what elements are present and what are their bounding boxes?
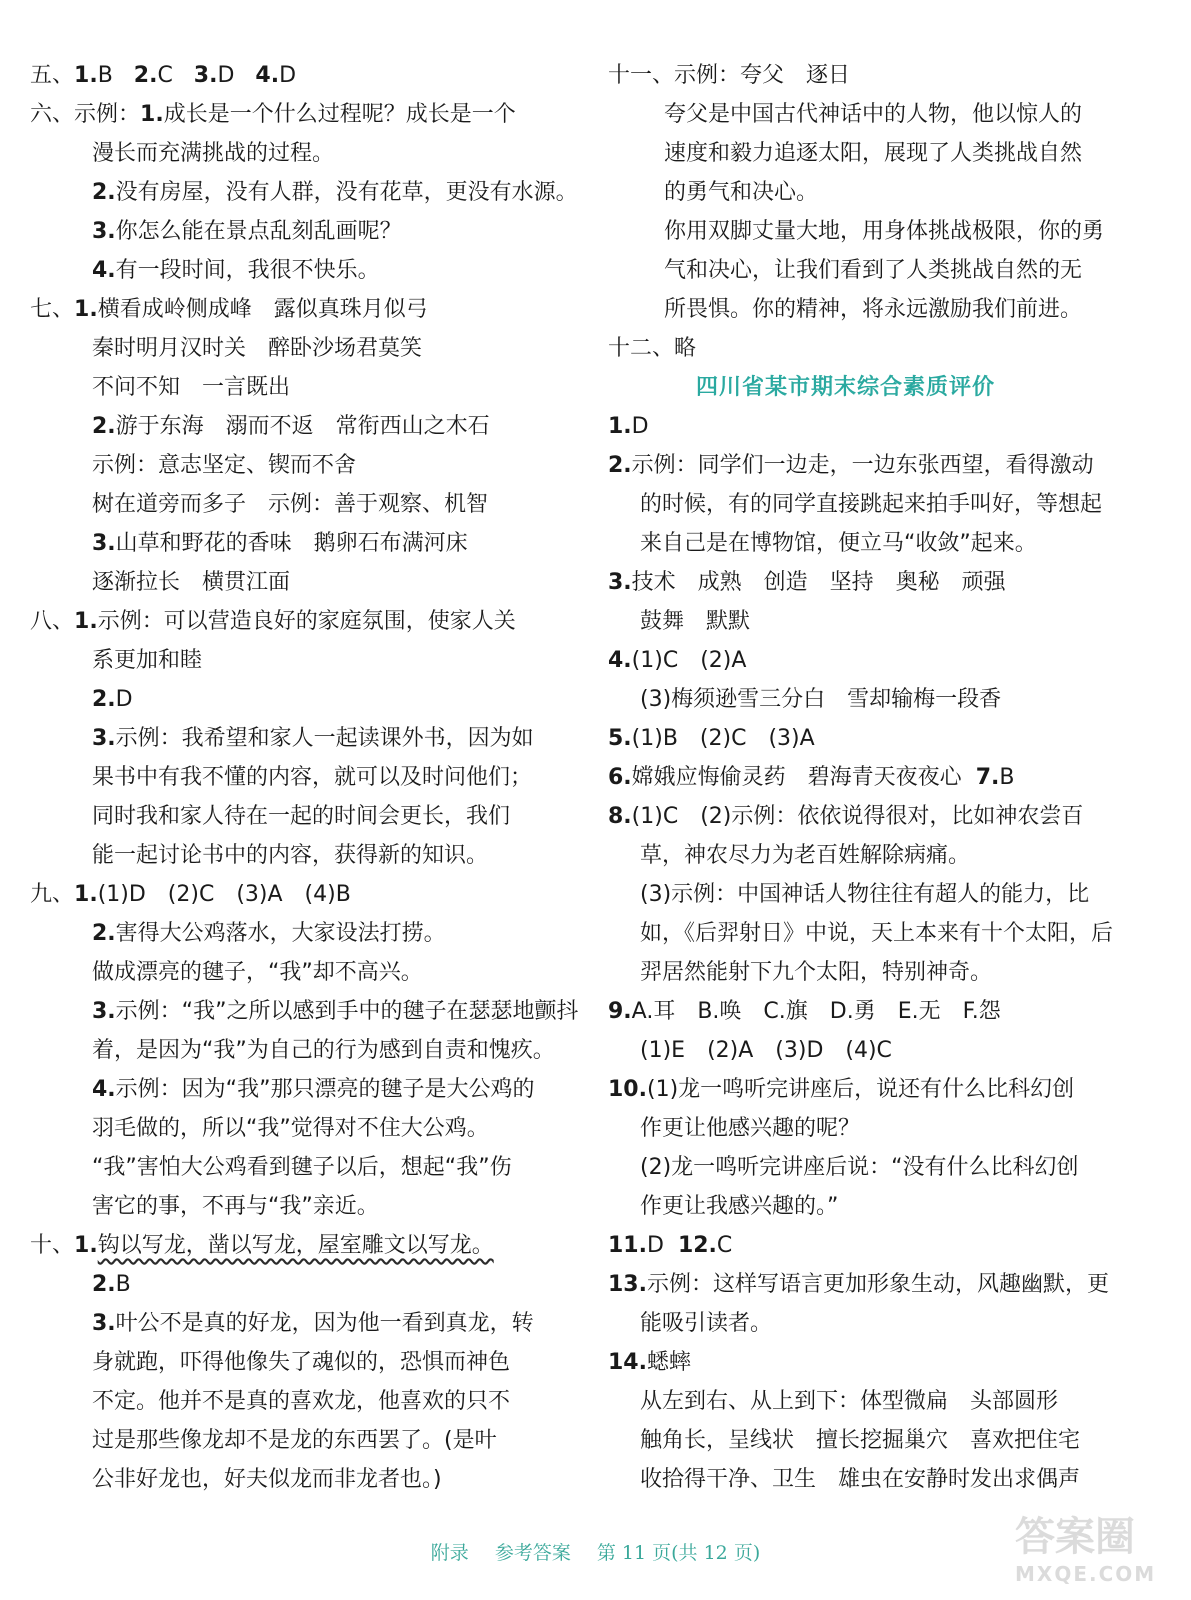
line: 9.A.耳 B.唤 C.旗 D.勇 E.无 F.怨 bbox=[608, 999, 1001, 1024]
watermark-url: MXQE.COM bbox=[1015, 1562, 1157, 1586]
watermark bbox=[1015, 1505, 1175, 1595]
line: 触角长，呈线状 擅长挖掘巢穴 喜欢把住宅 bbox=[640, 1428, 1081, 1453]
line: 作更让他感兴趣的呢？ bbox=[640, 1116, 861, 1141]
line: 夸父是中国古代神话中的人物，他以惊人的 bbox=[664, 102, 1083, 127]
section-title: 四川省某市期末综合素质评价 bbox=[696, 375, 996, 400]
line: 羽毛做的，所以“我”觉得对不住大公鸡。 bbox=[92, 1116, 489, 1141]
line: 五、1.B 2.C 3.D 4.D bbox=[30, 63, 297, 88]
line: 收拾得干净、卫生 雄虫在安静时发出求偶声 bbox=[640, 1467, 1081, 1492]
line: 3.山草和野花的香味 鹅卵石布满河床 bbox=[92, 531, 468, 556]
line: 从左到右、从上到下：体型微扁 头部圆形 bbox=[640, 1389, 1059, 1414]
line: 6.嫦娥应悔偷灵药 碧海青天夜夜心 7.B bbox=[608, 765, 1015, 790]
right-column bbox=[608, 56, 1168, 1499]
line: 草，神农尽力为老百姓解除病痛。 bbox=[640, 843, 971, 868]
line: 漫长而充满挑战的过程。 bbox=[92, 141, 335, 166]
line: 着，是因为“我”为自己的行为感到自责和愧疚。 bbox=[92, 1038, 555, 1063]
line: 2.D bbox=[92, 687, 133, 712]
page-footer bbox=[0, 1538, 1191, 1565]
line: 十、1.钩以写龙，凿以写龙，屋室雕文以写龙。 bbox=[30, 1233, 494, 1258]
line: 示例：意志坚定、锲而不舍 bbox=[92, 453, 357, 478]
line: (2)龙一鸣听完讲座后说：“没有什么比科幻创 bbox=[640, 1155, 1079, 1180]
line: 1.D bbox=[608, 414, 649, 439]
line: 3.示例：我希望和家人一起读课外书，因为如 bbox=[92, 726, 534, 751]
line: 公非好龙也，好夫似龙而非龙者也。) bbox=[92, 1467, 442, 1492]
line: 所畏惧。你的精神，将永远激励我们前进。 bbox=[664, 297, 1083, 322]
line: 系更加和睦 bbox=[92, 648, 203, 673]
line: 不问不知 一言既出 bbox=[92, 375, 291, 400]
watermark-logo: 答案圈 bbox=[1015, 1513, 1135, 1560]
line: 害它的事，不再与“我”亲近。 bbox=[92, 1194, 379, 1219]
line: 能一起讨论书中的内容，获得新的知识。 bbox=[92, 843, 489, 868]
line: 2.示例：同学们一边走，一边东张西望，看得激动 bbox=[608, 453, 1094, 478]
line: 秦时明月汉时关 醉卧沙场君莫笑 bbox=[92, 336, 423, 361]
line: 十二、略 bbox=[608, 336, 697, 361]
line: 3.你怎么能在景点乱刻乱画呢？ bbox=[92, 219, 402, 244]
line: 4.示例：因为“我”那只漂亮的毽子是大公鸡的 bbox=[92, 1077, 535, 1102]
line: “我”害怕大公鸡看到毽子以后，想起“我”伤 bbox=[92, 1155, 512, 1180]
line: 能吸引读者。 bbox=[640, 1311, 773, 1336]
line: (3)梅须逊雪三分白 雪却输梅一段香 bbox=[640, 687, 1002, 712]
line: 3.技术 成熟 创造 坚持 奥秘 顽强 bbox=[608, 570, 1006, 595]
line: 同时我和家人待在一起的时间会更长，我们 bbox=[92, 804, 511, 829]
line: 8.(1)C (2)示例：依依说得很对，比如神农尝百 bbox=[608, 804, 1084, 829]
line: 11.D 12.C bbox=[608, 1233, 733, 1258]
line: 果书中有我不懂的内容，就可以及时问他们； bbox=[92, 765, 533, 790]
line: 八、1.示例：可以营造良好的家庭氛围，使家人关 bbox=[30, 609, 516, 634]
line: 不定。他并不是真的喜欢龙，他喜欢的只不 bbox=[92, 1389, 511, 1414]
footer-page-number: 第 11 页(共 12 页) bbox=[596, 1542, 761, 1564]
line: 4.有一段时间，我很不快乐。 bbox=[92, 258, 380, 283]
line: 羿居然能射下九个太阳，特别神奇。 bbox=[640, 960, 993, 985]
line: 速度和毅力追逐太阳，展现了人类挑战自然 bbox=[664, 141, 1083, 166]
line: 做成漂亮的毽子，“我”却不高兴。 bbox=[92, 960, 423, 985]
footer-answer-label: 参考答案 bbox=[494, 1542, 571, 1564]
line: 2.游于东海 溺而不返 常衔西山之木石 bbox=[92, 414, 490, 439]
line: 你用双脚丈量大地，用身体挑战极限，你的勇 bbox=[664, 219, 1105, 244]
line: 2.B bbox=[92, 1272, 131, 1297]
line: 树在道旁而多子 示例：善于观察、机智 bbox=[92, 492, 489, 517]
line: 3.叶公不是真的好龙，因为他一看到真龙，转 bbox=[92, 1311, 534, 1336]
line: 十一、示例：夸父 逐日 bbox=[608, 63, 851, 88]
line: 4.(1)C (2)A bbox=[608, 648, 747, 673]
line: 七、1.横看成岭侧成峰 露似真珠月似弓 bbox=[30, 297, 428, 322]
line: 2.没有房屋，没有人群，没有花草，更没有水源。 bbox=[92, 180, 578, 205]
line: 气和决心，让我们看到了人类挑战自然的无 bbox=[664, 258, 1083, 283]
line: 来自己是在博物馆，便立马“收敛”起来。 bbox=[640, 531, 1037, 556]
line: 2.害得大公鸡落水，大家设法打捞。 bbox=[92, 921, 446, 946]
line: 14.蟋蟀 bbox=[608, 1350, 691, 1375]
line: (3)示例：中国神话人物往往有超人的能力，比 bbox=[640, 882, 1090, 907]
line: 的勇气和决心。 bbox=[664, 180, 819, 205]
line: 作更让我感兴趣的。” bbox=[640, 1194, 839, 1219]
line: 鼓舞 默默 bbox=[640, 609, 751, 634]
line: 5.(1)B (2)C (3)A bbox=[608, 726, 815, 751]
line: 六、示例：1.成长是一个什么过程呢？成长是一个 bbox=[30, 102, 516, 127]
line: 的时候，有的同学直接跳起来拍手叫好，等想起 bbox=[640, 492, 1103, 517]
line: 九、1.(1)D (2)C (3)A (4)B bbox=[30, 882, 351, 907]
line: 如，《后羿射日》中说，天上本来有十个太阳，后 bbox=[640, 921, 1114, 946]
line: 13.示例：这样写语言更加形象生动，风趣幽默，更 bbox=[608, 1272, 1109, 1297]
line: 10.(1)龙一鸣听完讲座后，说还有什么比科幻创 bbox=[608, 1077, 1075, 1102]
line: 身就跑，吓得他像失了魂似的，恐惧而神色 bbox=[92, 1350, 511, 1375]
line: (1)E (2)A (3)D (4)C bbox=[640, 1038, 892, 1063]
line: 过是那些像龙却不是龙的东西罢了。(是叶 bbox=[92, 1428, 497, 1453]
line: 逐渐拉长 横贯江面 bbox=[92, 570, 291, 595]
left-column bbox=[30, 56, 579, 1499]
line: 3.示例：“我”之所以感到手中的毽子在瑟瑟地颤抖 bbox=[92, 999, 579, 1024]
footer-appendix: 附录 bbox=[430, 1542, 469, 1564]
